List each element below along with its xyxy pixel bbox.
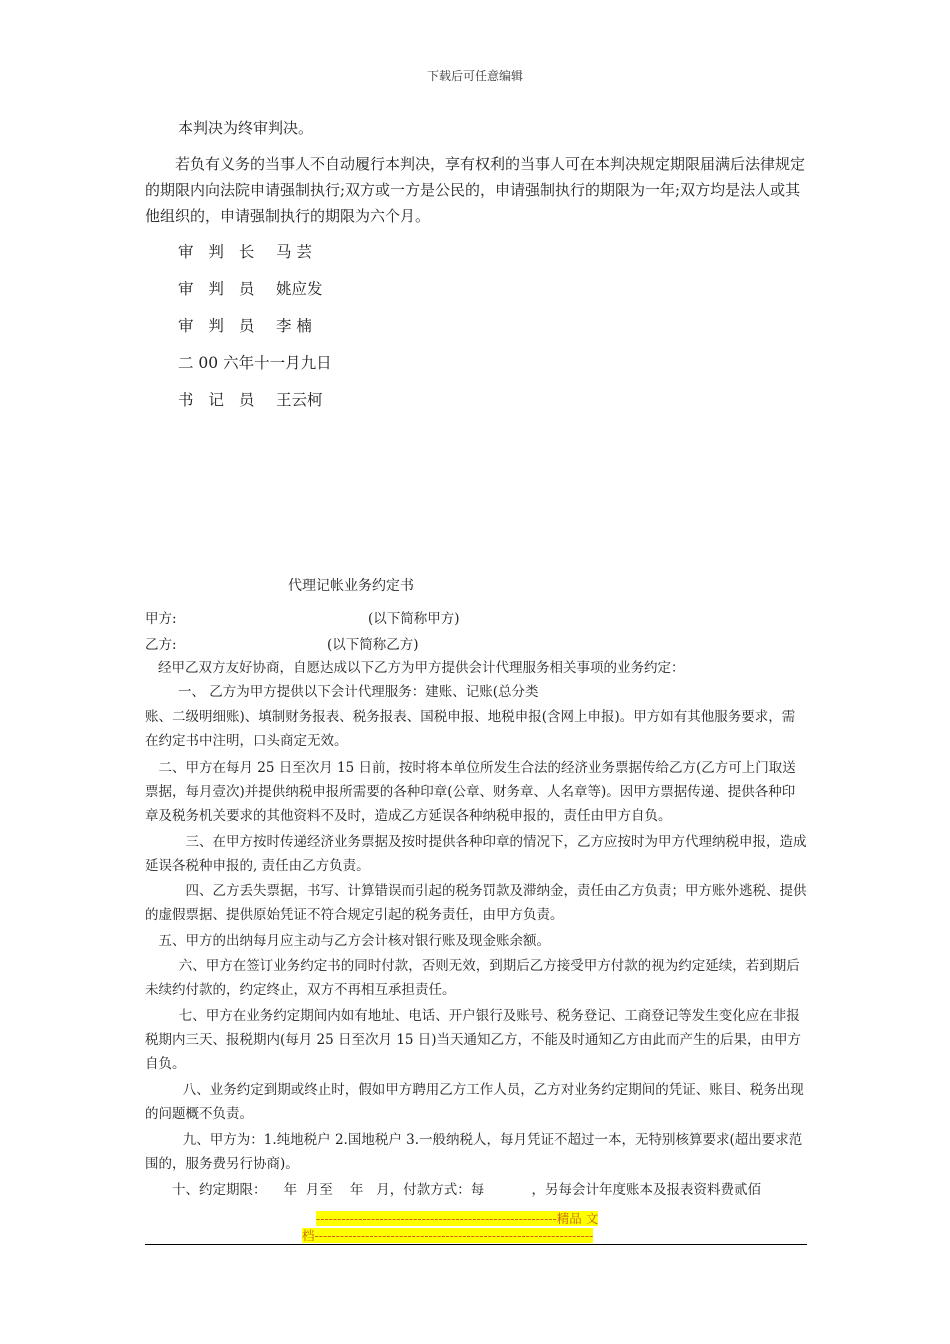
party-a-label: 甲方: (145, 611, 177, 627)
signature-role: 审 判 长 (178, 243, 255, 261)
clause-10: 十、约定期限： 年 月至 年 月，付款方式：每 ，另每会计年度账本及报表资料费贰佰 (172, 1182, 761, 1198)
clause-3: 三、在甲方按时传递经济业务票据及按时提供各种印章的情况下，乙方应按时为甲方代理纳税申报，造成延误各税种申报的, 责任由乙方负责。 (145, 834, 807, 874)
clause-6: 六、甲方在签订业务约定书的同时付款，否则无效，到期后乙方接受甲方付款的视为约定延续，若到期后未续约付款的，约定终止，双方不再相互承担责任。 (145, 958, 800, 998)
agreement-title: 代理记帐业务约定书 (288, 578, 414, 594)
signature-role: 审 判 员 (178, 317, 255, 335)
clause-9: 九、甲方为：1.纯地税户 2.国地税户 3.一般纳税人，每月凭证不超过一本，无特别核算要求(超出要求范围的，服务费另行协商)。 (145, 1132, 803, 1172)
signature-name: 王云柯 (276, 391, 323, 409)
judgment-date (178, 351, 332, 373)
footer-line-2: 档------------------------------------------------------------------ (302, 1228, 594, 1243)
party-b-note: (以下简称乙方) (327, 637, 419, 653)
signature-presiding-judge (178, 240, 312, 262)
footer-line-1: ---------------------------------------------------------精品 文 (316, 1211, 599, 1226)
footer-watermark (302, 1210, 648, 1244)
clause-2: 二、甲方在每月 25 日至次月 15 日前，按时将本单位所发生合法的经济业务票据传给乙方(乙方可上门取送票据，每月壹次)并提供纳税申报所需要的各种印章(公章、财务章、人名章等)。因甲方票据传递、提供各种印章及税务机关要求的其他资料不及时，造成乙方延误各种纳税申报的，责任由甲方自负。 (145, 760, 796, 824)
clause-4: 四、乙方丢失票据，书写、计算错误而引起的税务罚款及滞纳金，责任由乙方负责；甲方账外逃税、提供的虚假票据、提供原始凭证不符合规定引起的税务责任，由甲方负责。 (145, 883, 807, 923)
final-judgment-statement: 本判决为终审判决。 (178, 119, 314, 137)
signature-name: 马 芸 (276, 243, 312, 261)
agreement-intro: 经甲乙双方友好协商，自愿达成以下乙方为甲方提供会计代理服务相关事项的业务约定： (158, 660, 685, 676)
clause-1-continued: 账、二级明细账)、填制财务报表、税务报表、国税申报、地税申报(含网上申报)。甲方如有其他服务要求，需在约定书中注明，口头商定无效。 (145, 709, 796, 749)
signature-name: 李 楠 (276, 317, 312, 335)
signature-judge-2 (178, 314, 312, 336)
signature-clerk (178, 388, 323, 410)
date-text: 二 00 六年十一月九日 (178, 354, 332, 372)
signature-judge-1 (178, 277, 323, 299)
clause-8: 八、业务约定到期或终止时，假如甲方聘用乙方工作人员，乙方对业务约定期间的凭证、账目、税务出现的问题概不负责。 (145, 1082, 804, 1122)
footer-rule (145, 1244, 807, 1245)
clause-1: 一、 乙方为甲方提供以下会计代理服务：建账、记账(总分类 (178, 684, 539, 700)
clause-7: 七、甲方在业务约定期间内如有地址、电话、开户银行及账号、税务登记、工商登记等发生变化应在非报税期内三天、报税期内(每月 25 日至次月 15 日)当天通知乙方，不能及时通知乙方由此而产生的后果，由甲方自负。 (145, 1008, 802, 1072)
signature-name: 姚应发 (276, 280, 323, 298)
signature-role: 审 判 员 (178, 280, 255, 298)
signature-role: 书 记 员 (178, 391, 255, 409)
party-a-note: (以下简称甲方) (368, 611, 460, 627)
party-b-label: 乙方: (145, 637, 177, 653)
page-header: 下载后可任意编辑 (426, 69, 523, 83)
enforcement-paragraph: 若负有义务的当事人不自动履行本判决，享有权利的当事人可在本判决规定期限届满后法律规定的期限内向法院申请强制执行;双方或一方是公民的，申请强制执行的期限为一年;双方均是法人或其他组织的，申请强制执行的期限为六个月。 (145, 155, 806, 225)
clause-5: 五、甲方的出纳每月应主动与乙方会计核对银行账及现金账余额。 (158, 933, 550, 949)
